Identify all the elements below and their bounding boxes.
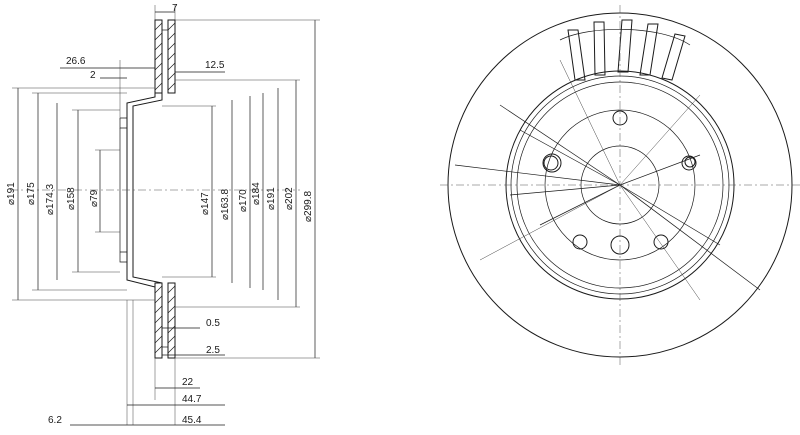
dim-d191-left: ⌀191 <box>6 182 17 205</box>
dim-d170: ⌀170 <box>238 189 249 212</box>
radial-leaders <box>455 60 760 300</box>
dim-12-5: 12.5 <box>205 60 225 71</box>
dim-26-6: 26.6 <box>66 56 86 67</box>
front-view <box>440 5 800 365</box>
dim-22: 22 <box>182 377 194 388</box>
friction-ring-section <box>155 20 175 358</box>
right-diameter-lines <box>162 20 320 358</box>
dim-0-5: 0.5 <box>206 318 220 329</box>
vent-slot <box>568 30 585 80</box>
dim-d147: ⌀147 <box>200 192 211 215</box>
dim-2-5: 2.5 <box>206 345 220 356</box>
dim-d184: ⌀184 <box>251 182 262 205</box>
vent-slot <box>662 34 685 80</box>
bolt-hole <box>682 156 696 170</box>
dim-2: 2 <box>90 70 96 81</box>
section-view <box>6 3 320 426</box>
bolt-hole <box>544 156 558 170</box>
dim-45-4: 45.4 <box>182 415 202 426</box>
dim-d163-8: ⌀163.8 <box>220 188 231 220</box>
dim-d299-8: ⌀299.8 <box>303 190 314 222</box>
vent-slot <box>640 24 658 75</box>
dim-d174-3: ⌀174.3 <box>45 183 56 215</box>
dim-d175: ⌀175 <box>26 182 37 205</box>
dim-d79: ⌀79 <box>89 189 100 207</box>
bottom-dimension-lines <box>70 300 225 425</box>
dim-d158: ⌀158 <box>66 187 77 210</box>
dim-6-2: 6.2 <box>48 415 62 426</box>
dim-d202: ⌀202 <box>284 187 295 210</box>
dim-d191-right: ⌀191 <box>266 187 277 210</box>
bolt-hole <box>573 235 587 249</box>
dim-44-7: 44.7 <box>182 394 202 405</box>
dim-thickness-top: 7 <box>172 3 178 14</box>
